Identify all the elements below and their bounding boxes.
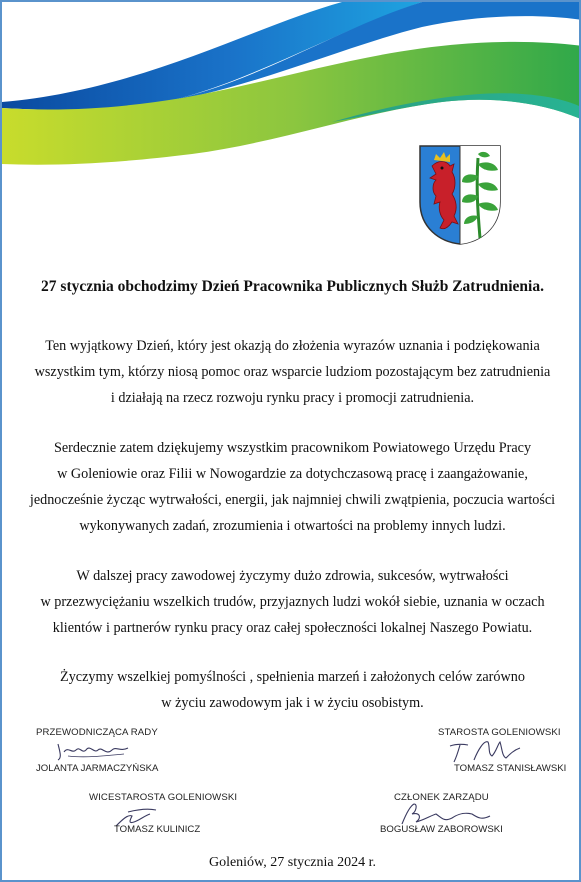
paragraph-line: jednocześnie życząc wytrwałości, energii, jak najmniej chwili zwątpienia, poczucia wartości xyxy=(29,492,556,508)
place-date-footer: Goleniów, 27 stycznia 2024 r. xyxy=(208,855,377,870)
headline: 27 stycznia obchodzimy Dzień Pracownika Publicznych Służb Zatrudnienia. xyxy=(41,278,544,295)
paragraph-line: Ten wyjątkowy Dzień, który jest okazją do złożenia wyrazów uznania i podziękowania xyxy=(45,338,540,354)
paragraph-line: Życzymy wszelkiej pomyślności , spełnienia marzeń i założonych celów zarówno xyxy=(60,669,525,685)
paragraph-line: i działają na rzecz rozwoju rynku pracy i promocji zatrudnienia. xyxy=(110,390,475,406)
signature-name-wicestarosta: TOMASZ KULINICZ xyxy=(114,824,201,835)
signature-title-starosta: STAROSTA GOLENIOWSKI xyxy=(438,727,561,738)
paragraph-3 xyxy=(2,563,581,641)
paragraph-2 xyxy=(2,435,581,539)
paragraph-line: Serdecznie zatem dziękujemy wszystkim pracownikom Powiatowego Urzędu Pracy xyxy=(53,440,532,456)
signature-name-rada: JOLANTA JARMACZYŃSKA xyxy=(36,763,159,774)
handwritten-signature-rada xyxy=(54,738,134,764)
signature-name-czlonek: BOGUSŁAW ZABOROWSKI xyxy=(380,824,503,835)
paragraph-line: w przezwyciężaniu wszelkich trudów, przyjaznych ludzi wokół siebie, uznania w oczach xyxy=(40,594,545,610)
paragraph-1 xyxy=(2,333,581,411)
signature-name-starosta: TOMASZ STANISŁAWSKI xyxy=(454,763,567,774)
paragraph-line: W dalszej pracy zawodowej życzymy dużo zdrowia, sukcesów, wytrwałości xyxy=(76,568,509,584)
paragraph-line: w Goleniowie oraz Filii w Nowogardzie za dotychczasową pracę i zaangażowanie, xyxy=(57,466,528,482)
paragraph-line: wykonywanych zadań, zrozumienia i otwartości na problemy innych ludzi. xyxy=(79,518,506,534)
paragraph-line: klientów i partnerów rynku pracy oraz całej społeczności lokalnej Naszego Powiatu. xyxy=(52,620,533,636)
coat-of-arms-icon xyxy=(418,144,502,246)
signature-title-rada: PRZEWODNICZĄCA RADY xyxy=(36,727,158,738)
paragraph-4 xyxy=(2,664,581,716)
signature-title-wicestarosta: WICESTAROSTA GOLENIOWSKI xyxy=(89,792,238,803)
signature-title-czlonek: CZŁONEK ZARZĄDU xyxy=(394,792,489,803)
paragraph-line: wszystkim tym, którzy niosą pomoc oraz wsparcie ludziom pozostającym bez zatrudnienia xyxy=(34,364,551,380)
paragraph-line: w życiu zawodowym jak i w życiu osobistym. xyxy=(161,695,424,711)
handwritten-signature-starosta xyxy=(448,736,528,764)
